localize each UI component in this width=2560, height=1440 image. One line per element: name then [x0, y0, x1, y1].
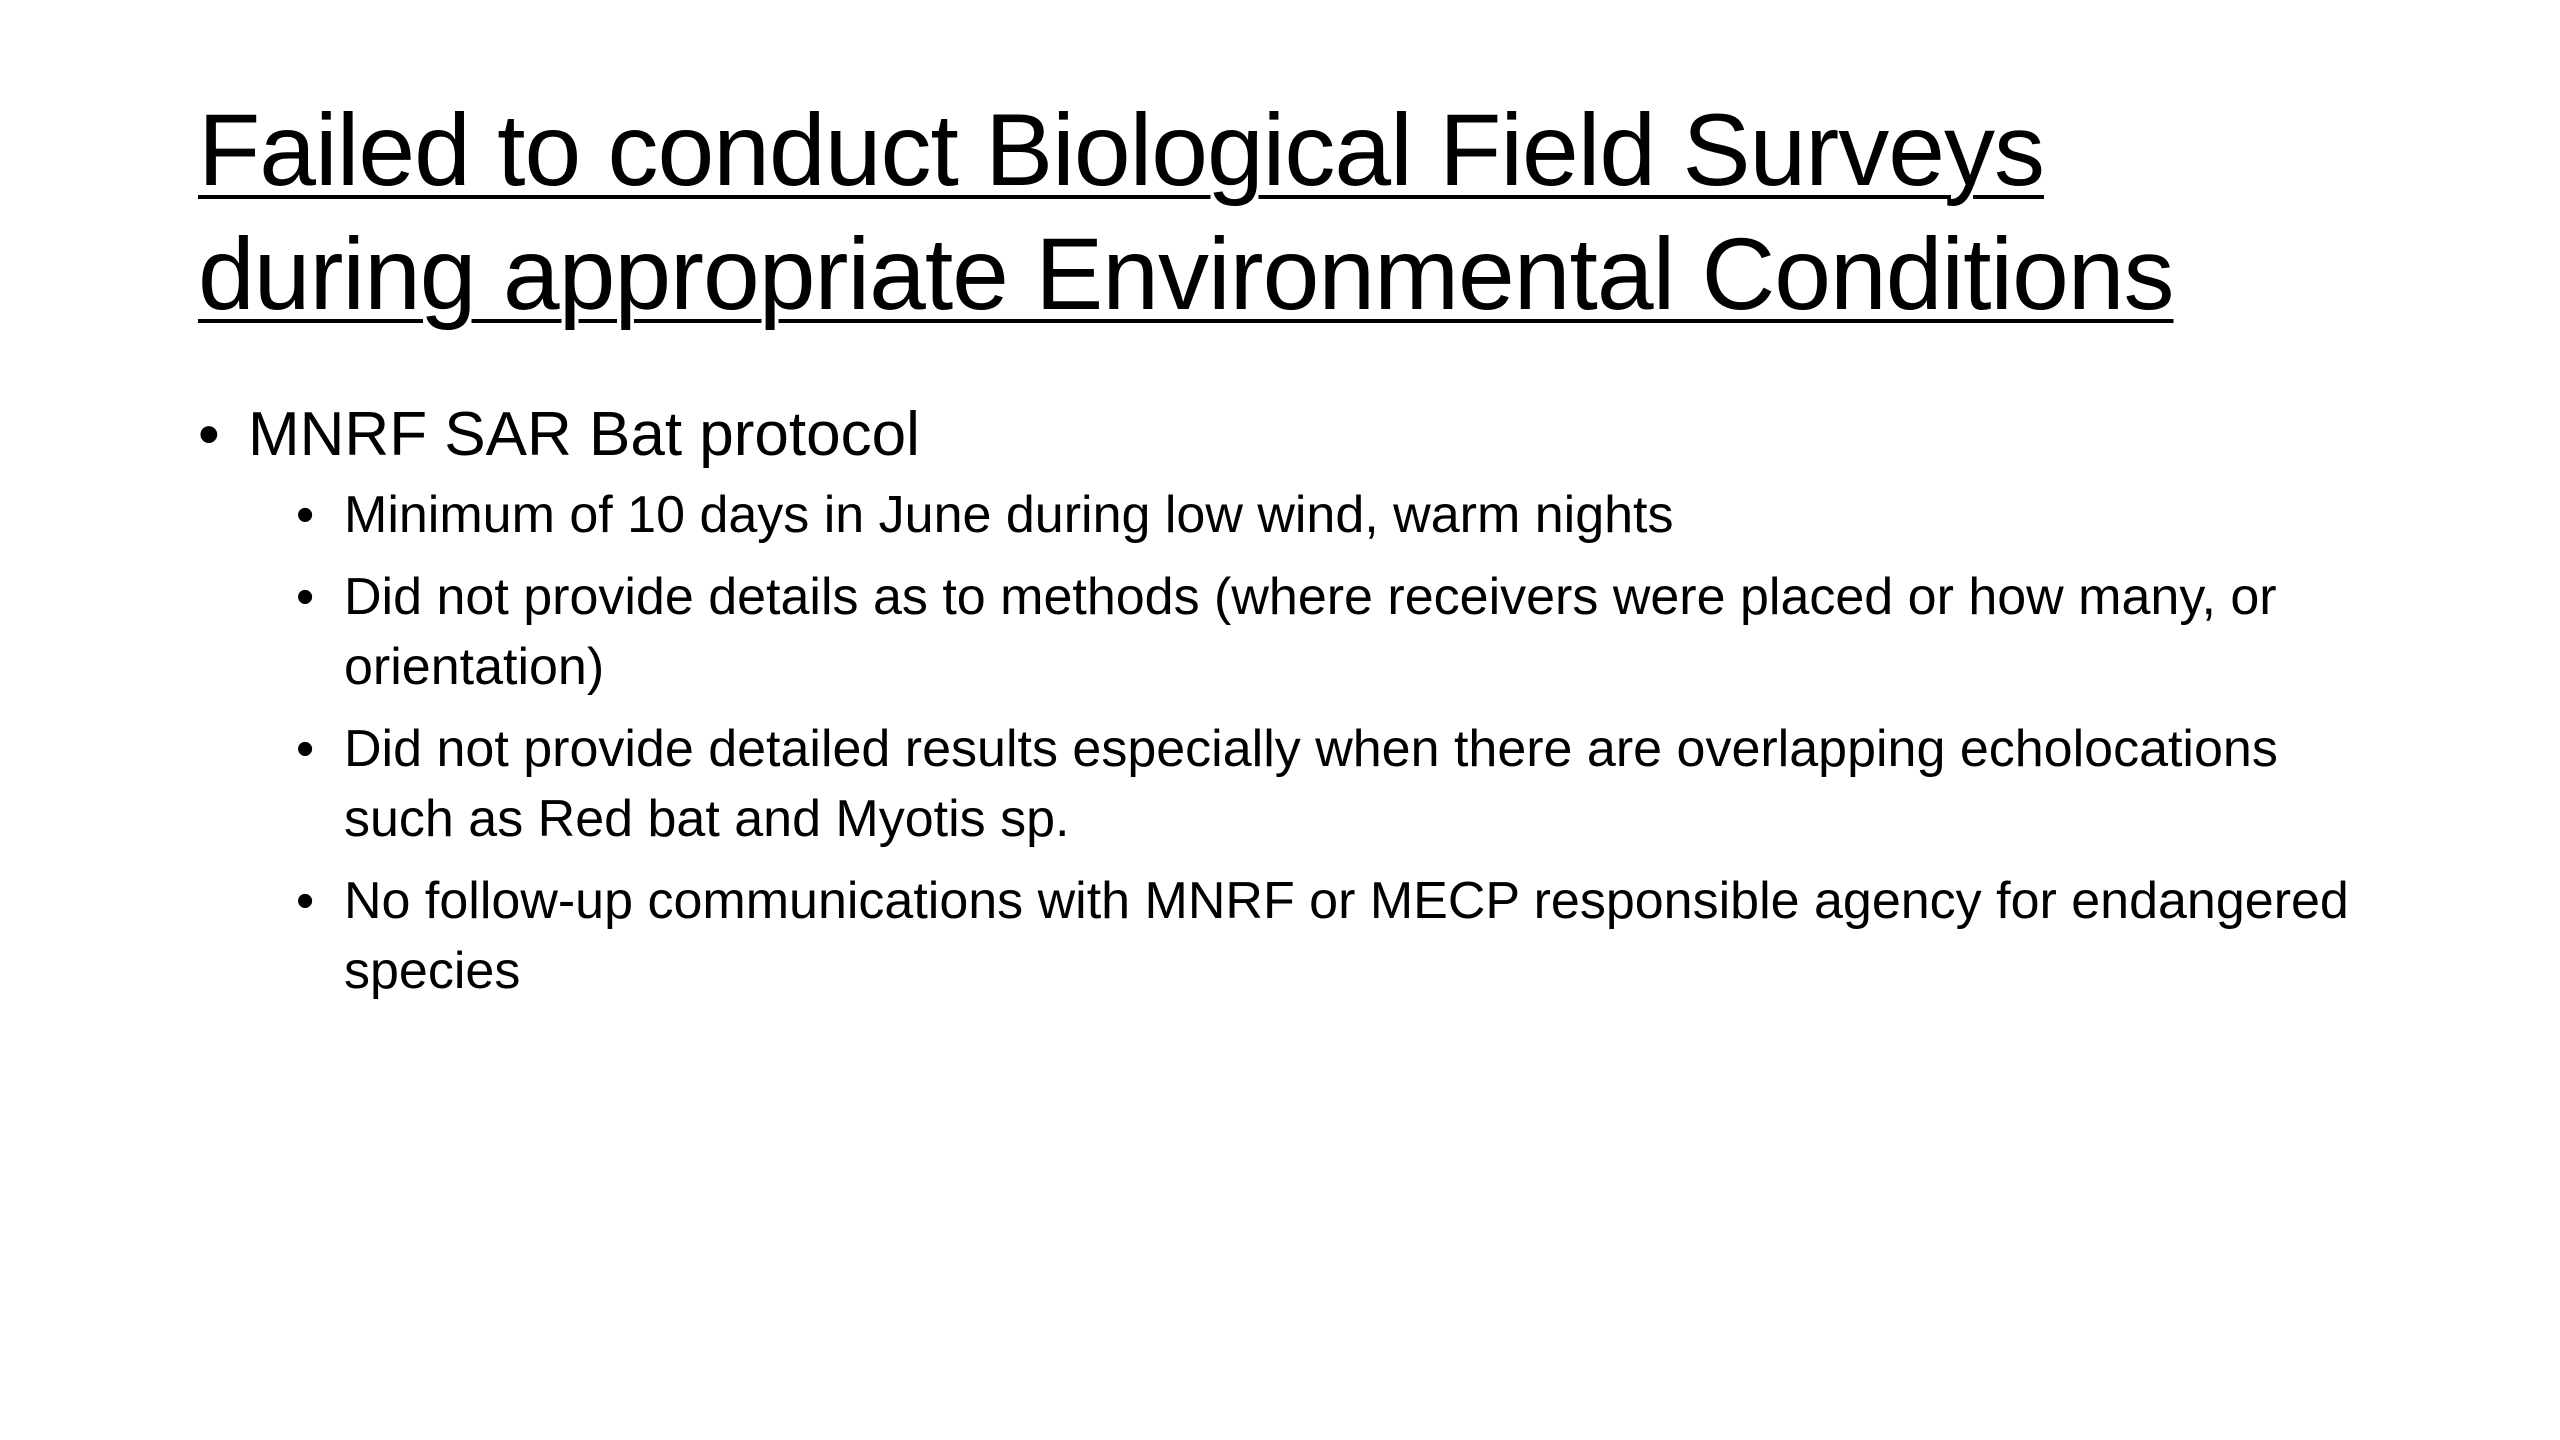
sub-bullet-item: [198, 480, 2398, 550]
bullet-dot-icon: •: [198, 400, 220, 469]
sub-bullet-item: [198, 866, 2398, 1006]
sub-bullet-text: Did not provide details as to methods (where receivers were placed or how many, or orientation): [344, 568, 2277, 696]
slide-title-line-1: Failed to conduct Biological Field Surveys: [198, 93, 2044, 207]
sub-bullet-text: No follow-up communications with MNRF or MECP responsible agency for endangered species: [344, 872, 2349, 1000]
sub-bullet-dot-icon: •: [296, 486, 315, 544]
sub-bullet-dot-icon: •: [296, 720, 315, 778]
sub-bullet-list: [198, 480, 2398, 1006]
sub-bullet-dot-icon: •: [296, 872, 315, 930]
sub-bullet-text: Minimum of 10 days in June during low wind, warm nights: [344, 486, 1674, 544]
sub-bullet-item: [198, 714, 2398, 854]
slide-title-line-2: during appropriate Environmental Conditions: [198, 217, 2174, 331]
slide-title: [198, 88, 2398, 336]
slide-body: [198, 392, 2398, 1018]
sub-bullet-item: [198, 562, 2398, 702]
sub-bullet-dot-icon: •: [296, 568, 315, 626]
bullet-level-1: [198, 392, 2398, 478]
sub-bullet-text: Did not provide detailed results especially when there are overlapping echolocations such as Red bat and Myotis sp.: [344, 720, 2278, 848]
bullet-text: MNRF SAR Bat protocol: [248, 400, 920, 469]
